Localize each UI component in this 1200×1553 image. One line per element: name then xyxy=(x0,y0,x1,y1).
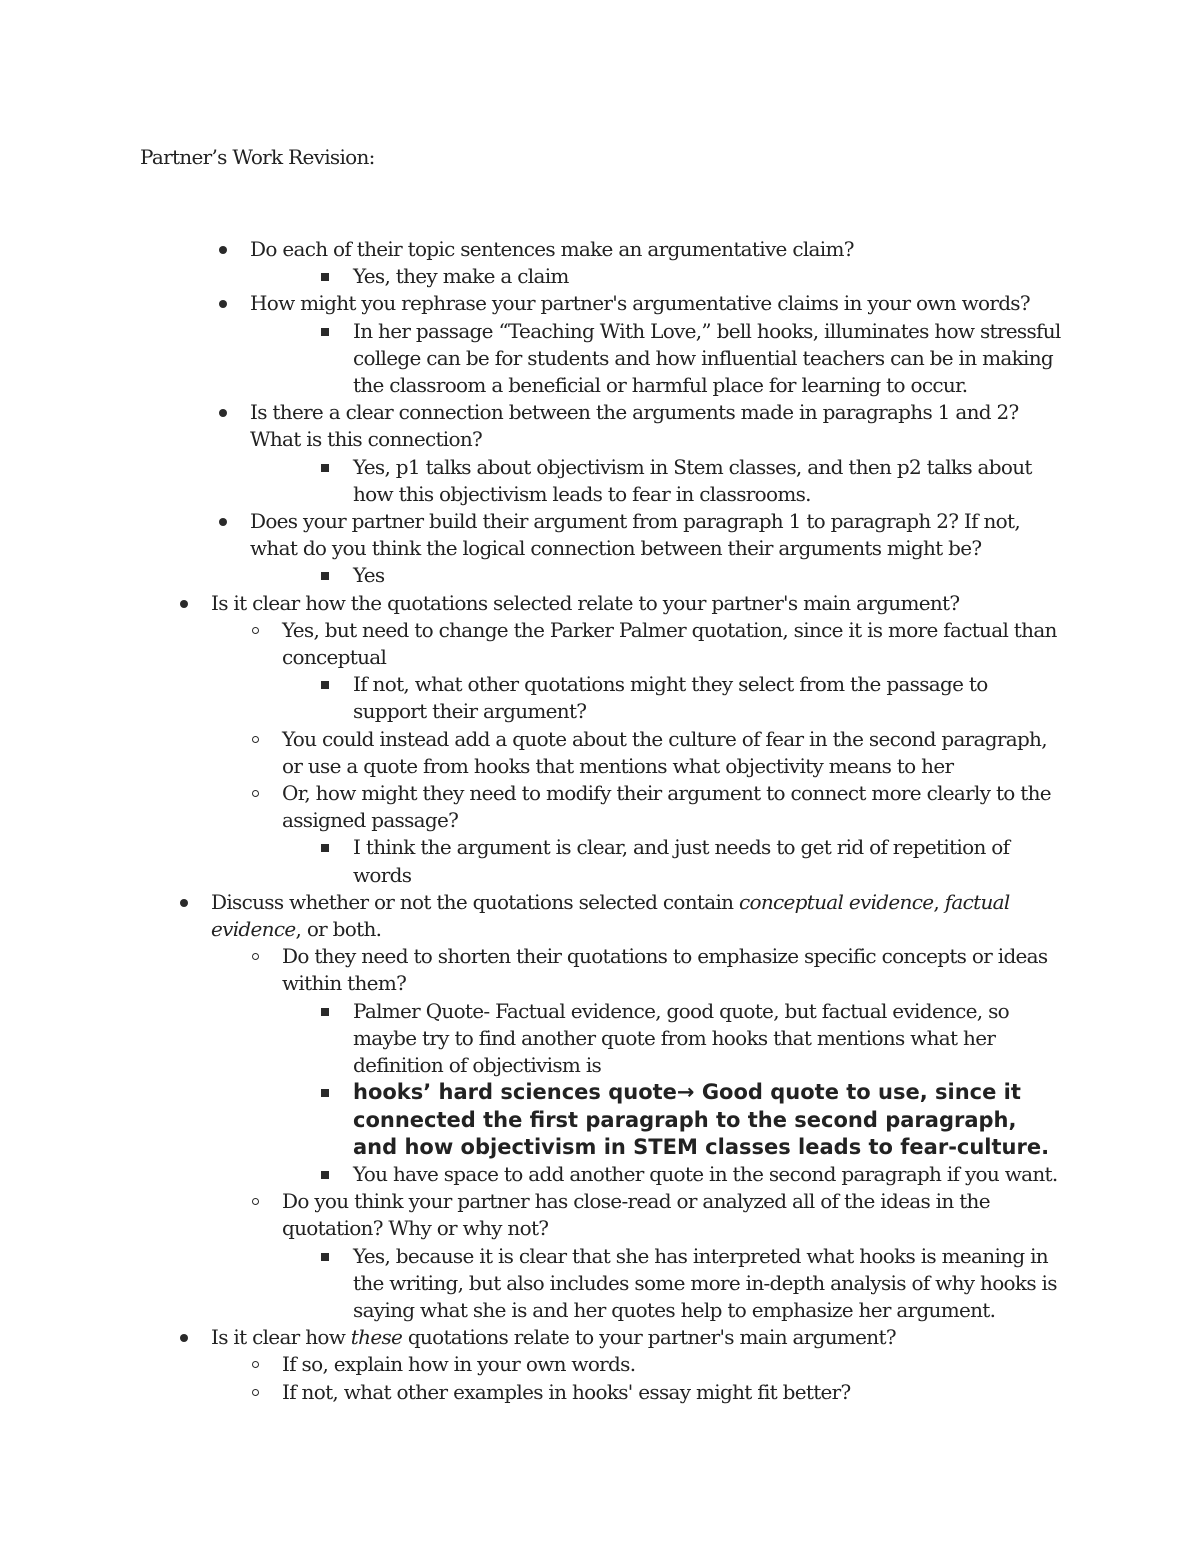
list-item-text: Palmer Quote- Factual evidence, good quote, but factual evidence, so maybe try to find another quote from hooks that mentions what her definition of objectivism is xyxy=(353,998,1010,1078)
list-item xyxy=(0,726,1200,780)
list-item xyxy=(0,1379,1200,1406)
text-segment: Is it clear how xyxy=(211,1325,351,1350)
page-title: Partner’s Work Revision: xyxy=(140,145,375,169)
list-item-text: You could instead add a quote about the culture of fear in the second paragraph, or use a quote from hooks that mentions what objectivity means to her xyxy=(282,726,1047,778)
text-segment: quotations relate to your partner's main argument? xyxy=(402,1325,896,1350)
bullet-disc-icon xyxy=(216,508,230,535)
list-item-text: If not, what other quotations might they select from the passage to support their argument? xyxy=(353,672,988,724)
bullet-disc-icon xyxy=(177,1324,191,1351)
bullet-disc-icon xyxy=(216,399,230,426)
list-item-text: Do each of their topic sentences make an argumentative claim? xyxy=(250,237,854,261)
list-item xyxy=(0,590,1200,617)
text-segment: Discuss whether or not the quotations selected contain xyxy=(211,889,740,914)
list-item-text: Yes, because it is clear that she has interpreted what hooks is meaning in the writing, but also includes some more in-depth analysis of why hooks is saying what she is and her quotes help to emphasize her argument. xyxy=(353,1243,1057,1322)
emphasis-text: conceptual evidence xyxy=(739,889,934,914)
bullet-square-icon xyxy=(318,998,332,1025)
list-item xyxy=(0,617,1200,671)
list-item-text: Yes, but need to change the Parker Palmer quotation, since it is more factual than conceptual xyxy=(282,617,1057,670)
list-item-text: Yes, p1 talks about objectivism in Stem classes, and then p2 talks about how this objectivism leads to fear in classrooms. xyxy=(353,454,1032,506)
list-item xyxy=(0,318,1200,400)
bullet-circle-icon xyxy=(249,943,263,970)
bullet-square-icon xyxy=(318,834,332,861)
list-item xyxy=(0,780,1200,834)
list-item xyxy=(0,290,1200,317)
emphasis-text: these xyxy=(350,1325,403,1350)
list-item xyxy=(0,1079,1200,1161)
list-item-text: How might you rephrase your partner's argumentative claims in your own words? xyxy=(250,291,1030,316)
bullet-circle-icon xyxy=(249,1379,263,1406)
bullet-square-icon xyxy=(318,1079,332,1106)
text-segment: , or both. xyxy=(295,917,382,942)
list-item xyxy=(0,1243,1200,1325)
list-item xyxy=(0,943,1200,997)
list-item-text xyxy=(211,1324,1041,1351)
list-item-text: Is it clear how the quotations selected relate to your partner's main argument? xyxy=(211,590,960,615)
bullet-circle-icon xyxy=(249,1188,263,1215)
list-item xyxy=(0,889,1200,943)
list-item xyxy=(0,399,1200,453)
list-item xyxy=(0,1161,1200,1188)
list-item-text: Or, how might they need to modify their argument to connect more clearly to the assigned passage? xyxy=(282,781,1051,833)
bullet-circle-icon xyxy=(249,617,263,644)
bullet-square-icon xyxy=(318,454,332,481)
revision-checklist xyxy=(0,236,1200,1406)
list-item xyxy=(0,1324,1200,1351)
list-item xyxy=(0,236,1200,263)
bullet-disc-icon xyxy=(177,889,191,916)
bullet-circle-icon xyxy=(249,1351,263,1378)
bullet-square-icon xyxy=(318,562,332,589)
bullet-circle-icon xyxy=(249,780,263,807)
list-item-text: I think the argument is clear, and just needs to get rid of repetition of words xyxy=(353,835,1010,887)
list-item-text: Yes xyxy=(353,563,385,588)
list-item-text: If not, what other examples in hooks' essay might fit better? xyxy=(282,1379,851,1404)
list-item xyxy=(0,263,1200,290)
list-item-text: hooks’ hard sciences quote→ Good quote to use, since it connected the first paragraph to the second paragraph, and how objectivism in STEM classes leads to fear-culture. xyxy=(353,1080,1050,1159)
list-item xyxy=(0,834,1200,888)
bullet-square-icon xyxy=(318,671,332,698)
bullet-square-icon xyxy=(318,263,332,290)
bullet-disc-icon xyxy=(216,236,230,263)
bullet-circle-icon xyxy=(249,726,263,753)
list-item xyxy=(0,998,1200,1080)
bullet-square-icon xyxy=(318,1243,332,1270)
list-item xyxy=(0,562,1200,589)
list-item-text xyxy=(211,889,1041,943)
list-item-text: Yes, they make a claim xyxy=(353,264,569,289)
list-item xyxy=(0,454,1200,508)
list-item-text: Do you think your partner has close-read or analyzed all of the ideas in the quotation? Why or why not? xyxy=(282,1189,990,1241)
list-item-text: You have space to add another quote in the second paragraph if you want. xyxy=(353,1161,1058,1186)
text-segment: , xyxy=(933,889,945,914)
list-item xyxy=(0,671,1200,725)
bullet-square-icon xyxy=(318,1161,332,1188)
list-item-text: Is there a clear connection between the arguments made in paragraphs 1 and 2? What is this connection? xyxy=(250,400,1019,452)
list-item xyxy=(0,1188,1200,1242)
list-item-text: If so, explain how in your own words. xyxy=(282,1352,636,1377)
bullet-disc-icon xyxy=(216,290,230,317)
list-item-text: Do they need to shorten their quotations to emphasize specific concepts or ideas within them? xyxy=(282,944,1048,996)
list-item-text: In her passage “Teaching With Love,” bell hooks, illuminates how stressful college can be for students and how influential teachers can be in making the classroom a beneficial or harmful place for learning to occur. xyxy=(353,318,1061,398)
list-item xyxy=(0,1351,1200,1378)
list-item-text: Does your partner build their argument from paragraph 1 to paragraph 2? If not, what do you think the logical connection between their arguments might be? xyxy=(250,509,1020,561)
bullet-disc-icon xyxy=(177,590,191,617)
list-item xyxy=(0,508,1200,562)
bullet-square-icon xyxy=(318,318,332,345)
emphasis-text: factual evidence xyxy=(211,889,1010,942)
